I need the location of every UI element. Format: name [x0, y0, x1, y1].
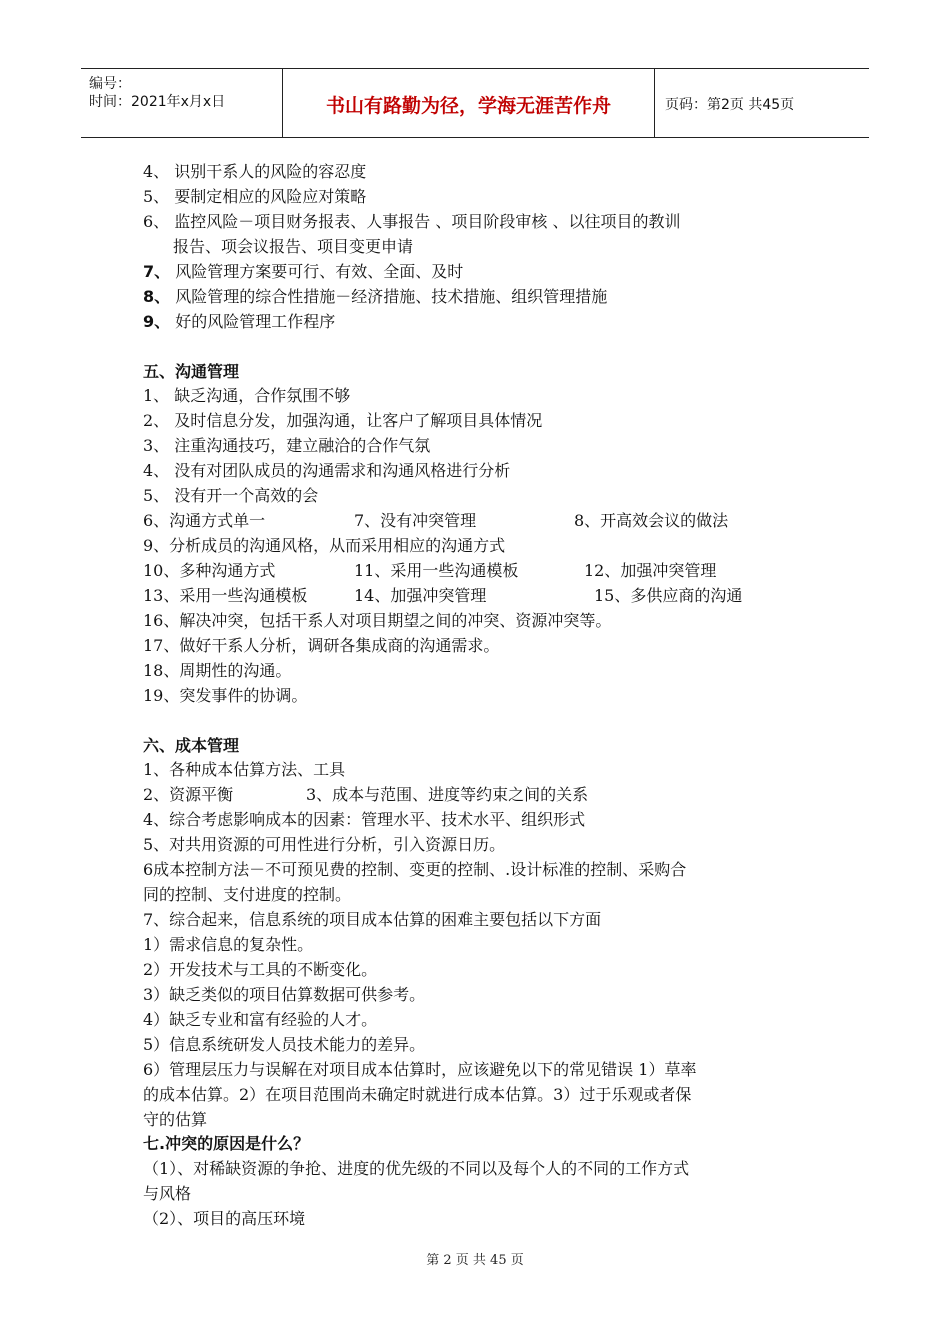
page-info: 页码：第2页 共45页 — [665, 97, 795, 113]
risk-item: 9、 好的风险管理工作程序 — [143, 312, 336, 331]
header-motto-cell — [283, 69, 655, 137]
list-item: 8、开高效会议的做法 — [574, 511, 729, 530]
section-heading-conflict: 七.冲突的原因是什么？ — [143, 1134, 310, 1153]
list-item: 19、突发事件的协调。 — [143, 686, 308, 705]
section-heading-communication: 五、沟通管理 — [143, 362, 240, 381]
list-item: 7、综合起来，信息系统的项目成本估算的困难主要包括以下方面 — [143, 910, 602, 929]
list-item: 1、 缺乏沟通，合作氛围不够 — [143, 386, 351, 405]
list-item: 16、解决冲突，包括干系人对项目期望之间的冲突、资源冲突等。 — [143, 611, 612, 630]
date-label: 时间：2021年x月x日 — [89, 94, 226, 110]
page-footer: 第 2 页 共 45 页 — [426, 1253, 524, 1268]
list-item: 2、资源平衡 — [143, 785, 234, 804]
list-item: 17、做好干系人分析，调研各集成商的沟通需求。 — [143, 636, 500, 655]
list-item: 18、周期性的沟通。 — [143, 661, 292, 680]
list-item: 5、 没有开一个高效的会 — [143, 486, 319, 505]
list-item: 3、成本与范围、进度等约束之间的关系 — [306, 785, 589, 804]
risk-item: 7、 风险管理方案要可行、有效、全面、及时 — [143, 262, 464, 281]
list-item: 1、各种成本估算方法、工具 — [143, 760, 346, 779]
list-item-continuation: 的成本估算。2）在项目范围尚未确定时就进行成本估算。3）过于乐观或者保 — [143, 1085, 692, 1104]
list-item: 6成本控制方法－不可预见费的控制、变更的控制、.设计标准的控制、采购合 — [143, 860, 687, 879]
list-item-continuation: 与风格 — [143, 1184, 192, 1203]
list-item: 3）缺乏类似的项目估算数据可供参考。 — [143, 985, 426, 1004]
section-heading-cost: 六、成本管理 — [143, 736, 240, 755]
list-item: 1）需求信息的复杂性。 — [143, 935, 314, 954]
list-item: 4、综合考虑影响成本的因素：管理水平、技术水平、组织形式 — [143, 810, 586, 829]
list-item: 2、 及时信息分发，加强沟通，让客户了解项目具体情况 — [143, 411, 543, 430]
list-item-continuation: 守的估算 — [143, 1110, 208, 1129]
list-item: 7、没有冲突管理 — [354, 511, 477, 530]
list-item: 12、加强冲突管理 — [584, 561, 717, 580]
risk-item: 4、 识别干系人的风险的容忍度 — [143, 162, 367, 181]
risk-item: 6、 监控风险－项目财务报表、人事报告 、项目阶段审核 、以往项目的教训 — [143, 212, 681, 231]
code-label: 编号： — [89, 76, 131, 92]
page-header — [81, 68, 869, 138]
list-item: 14、加强冲突管理 — [354, 586, 487, 605]
risk-item: 8、 风险管理的综合性措施－经济措施、技术措施、组织管理措施 — [143, 287, 608, 306]
list-item: 15、多供应商的沟通 — [594, 586, 743, 605]
list-item: 11、采用一些沟通模板 — [354, 561, 519, 580]
list-item: 2）开发技术与工具的不断变化。 — [143, 960, 378, 979]
list-item: 13、采用一些沟通模板 — [143, 586, 308, 605]
list-item-continuation: 同的控制、支付进度的控制。 — [143, 885, 352, 904]
list-item: 9、分析成员的沟通风格，从而采用相应的沟通方式 — [143, 536, 506, 555]
list-item: 5）信息系统研发人员技术能力的差异。 — [143, 1035, 426, 1054]
list-item: 10、多种沟通方式 — [143, 561, 276, 580]
list-item: （1）、对稀缺资源的争抢、进度的优先级的不同以及每个人的不同的工作方式 — [143, 1159, 690, 1178]
list-item: 4）缺乏专业和富有经验的人才。 — [143, 1010, 378, 1029]
list-item: 3、 注重沟通技巧，建立融洽的合作气氛 — [143, 436, 431, 455]
list-item: 5、对共用资源的可用性进行分析，引入资源日历。 — [143, 835, 506, 854]
risk-item-continuation: 报告、项会议报告、项目变更申请 — [173, 237, 414, 256]
motto: 书山有路勤为径，学海无涯苦作舟 — [325, 95, 611, 117]
risk-item: 5、 要制定相应的风险应对策略 — [143, 187, 367, 206]
list-item: 6）管理层压力与误解在对项目成本估算时，应该避免以下的常见错误 1）草率 — [143, 1060, 697, 1079]
list-item: 4、 没有对团队成员的沟通需求和沟通风格进行分析 — [143, 461, 511, 480]
header-info-cell — [81, 69, 283, 137]
header-page-cell — [655, 69, 869, 137]
list-item: （2）、项目的高压环境 — [143, 1209, 306, 1228]
list-item: 6、沟通方式单一 — [143, 511, 266, 530]
